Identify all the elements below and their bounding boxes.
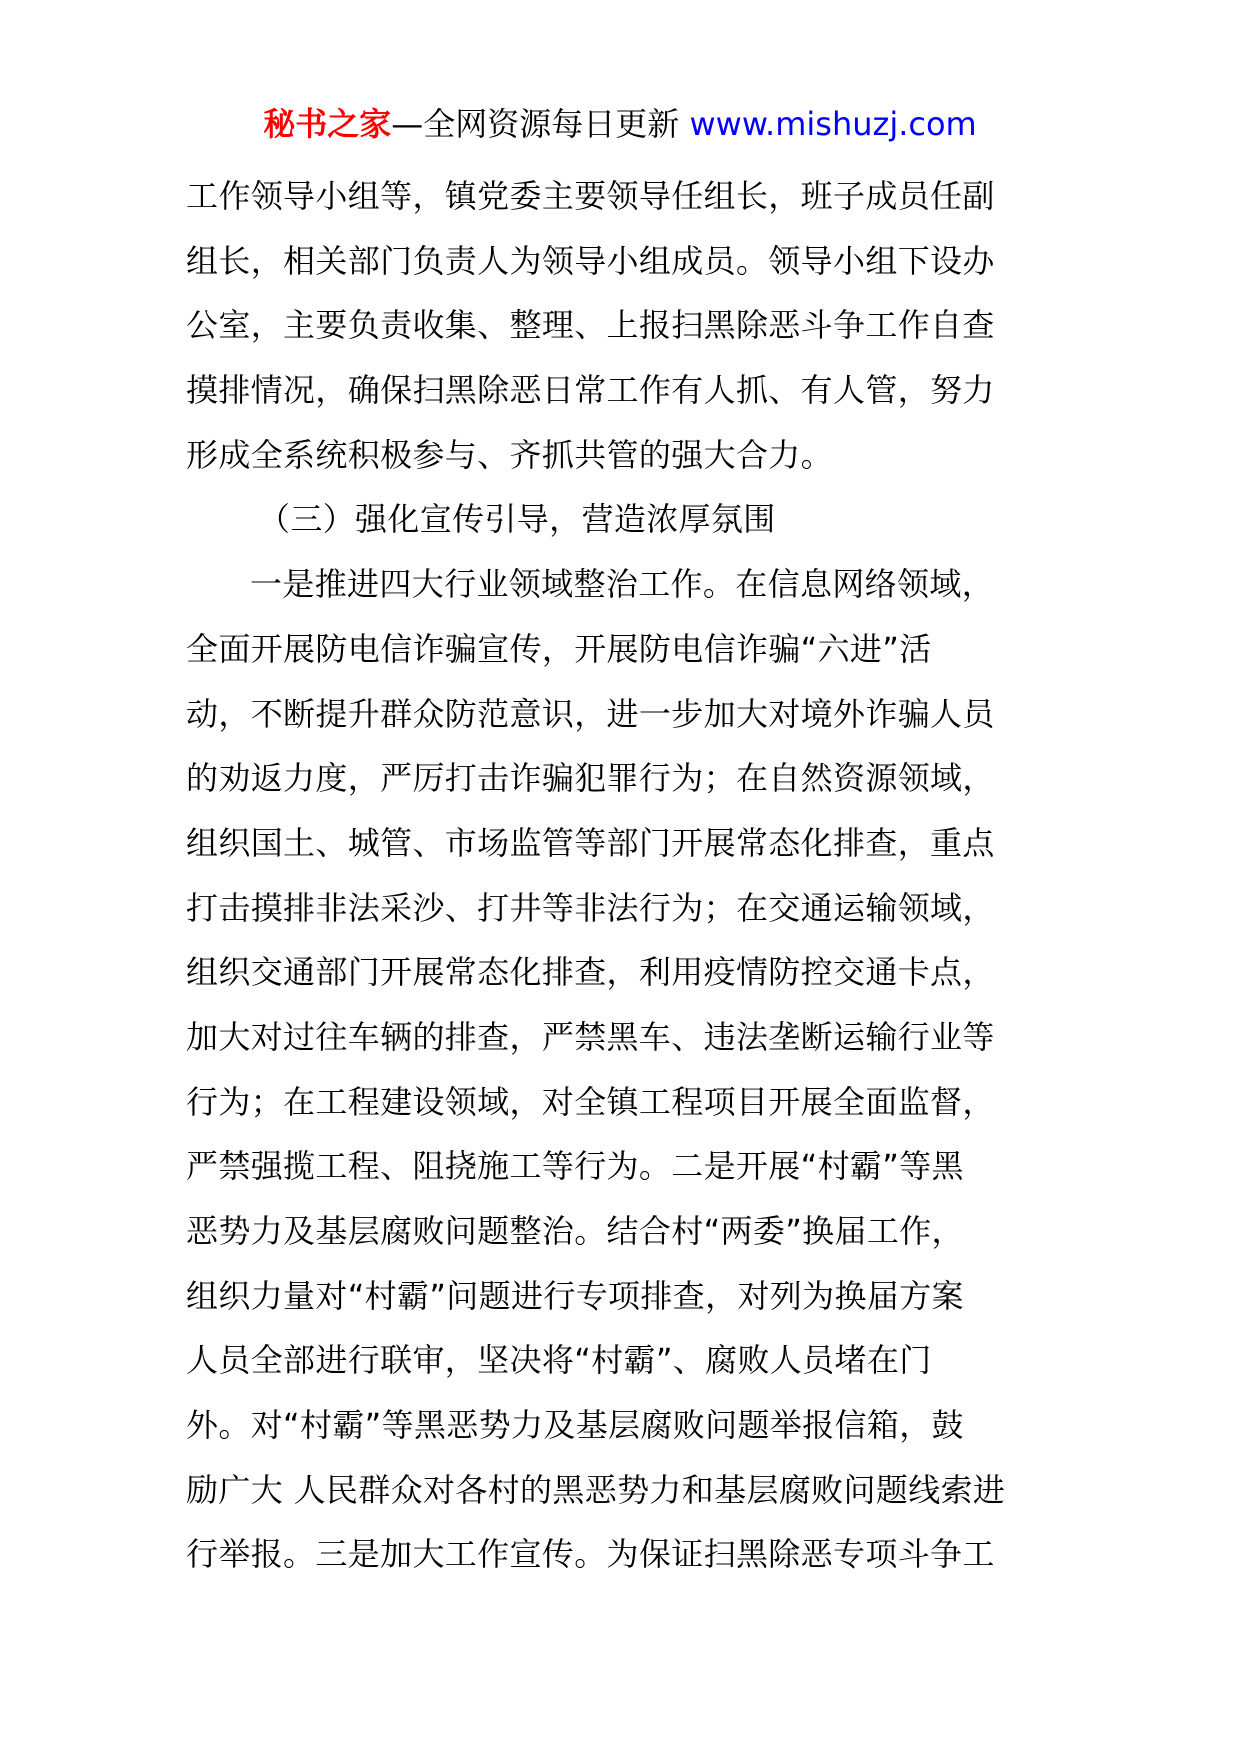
text-line: 全面开展防电信诈骗宣传，开展防电信诈骗“六进”活	[186, 629, 932, 668]
text-line: 工作领导小组等，镇党委主要领导任组长，班子成员任副	[186, 177, 995, 215]
text-line: 组织力量对“村霸”问题进行专项排查，对列为换届方案	[186, 1276, 964, 1315]
text-line: 行为；在工程建设领域，对全镇工程项目开展全面监督，	[186, 1082, 995, 1121]
text-line: 恶势力及基层腐败问题整治。结合村“两委”换届工作，	[186, 1212, 964, 1250]
header-tagline: —全网资源每日更新	[391, 105, 680, 143]
header-url[interactable]: www.mishuzj.com	[689, 105, 977, 143]
text-line: 行举报。三是加大工作宣传。为保证扫黑除恶专项斗争工	[186, 1535, 995, 1574]
text-line: 的劝返力度，严厉打击诈骗犯罪行为；在自然资源领域，	[186, 759, 995, 798]
text-line: 加大对过往车辆的排查，严禁黑车、违法垄断运输行业等	[186, 1017, 995, 1056]
text-line: 外。对“村霸”等黑恶势力及基层腐败问题举报信箱，鼓	[186, 1406, 964, 1445]
text-line: 打击摸排非法采沙、打井等非法行为；在交通运输领域，	[186, 888, 995, 927]
text-line: 形成全系统积极参与、齐抓共管的强大合力。	[186, 435, 834, 474]
text-line: 人员全部进行联审，坚决将“村霸”、腐败人员堵在门	[186, 1341, 932, 1380]
page-header	[0, 100, 1240, 148]
text-line: 励广大 人民群众对各村的黑恶势力和基层腐败问题线索进	[186, 1470, 1006, 1509]
text-line: 组长，相关部门负责人为领导小组成员。领导小组下设办	[186, 241, 995, 280]
text-line: 摸排情况，确保扫黑除恶日常工作有人抓、有人管，努力	[186, 371, 995, 410]
text-line: 动，不断提升群众防范意识，进一步加大对境外诈骗人员	[186, 694, 995, 733]
header-brand: 秘书之家	[263, 105, 392, 143]
text-line: 严禁强揽工程、阻挠施工等行为。二是开展“村霸”等黑	[186, 1147, 964, 1186]
text-line: 公室，主要负责收集、整理、上报扫黑除恶斗争工作自查	[186, 306, 995, 345]
document-body	[186, 164, 1056, 1587]
text-line: 组织国土、城管、市场监管等部门开展常态化排查，重点	[186, 823, 995, 862]
paragraph-first-line: 一是推进四大行业领域整治工作。在信息网络领域，	[250, 565, 995, 604]
text-line: 组织交通部门开展常态化排查，利用疫情防控交通卡点，	[186, 953, 995, 992]
section-heading: （三）强化宣传引导，营造浓厚氛围	[258, 500, 776, 539]
